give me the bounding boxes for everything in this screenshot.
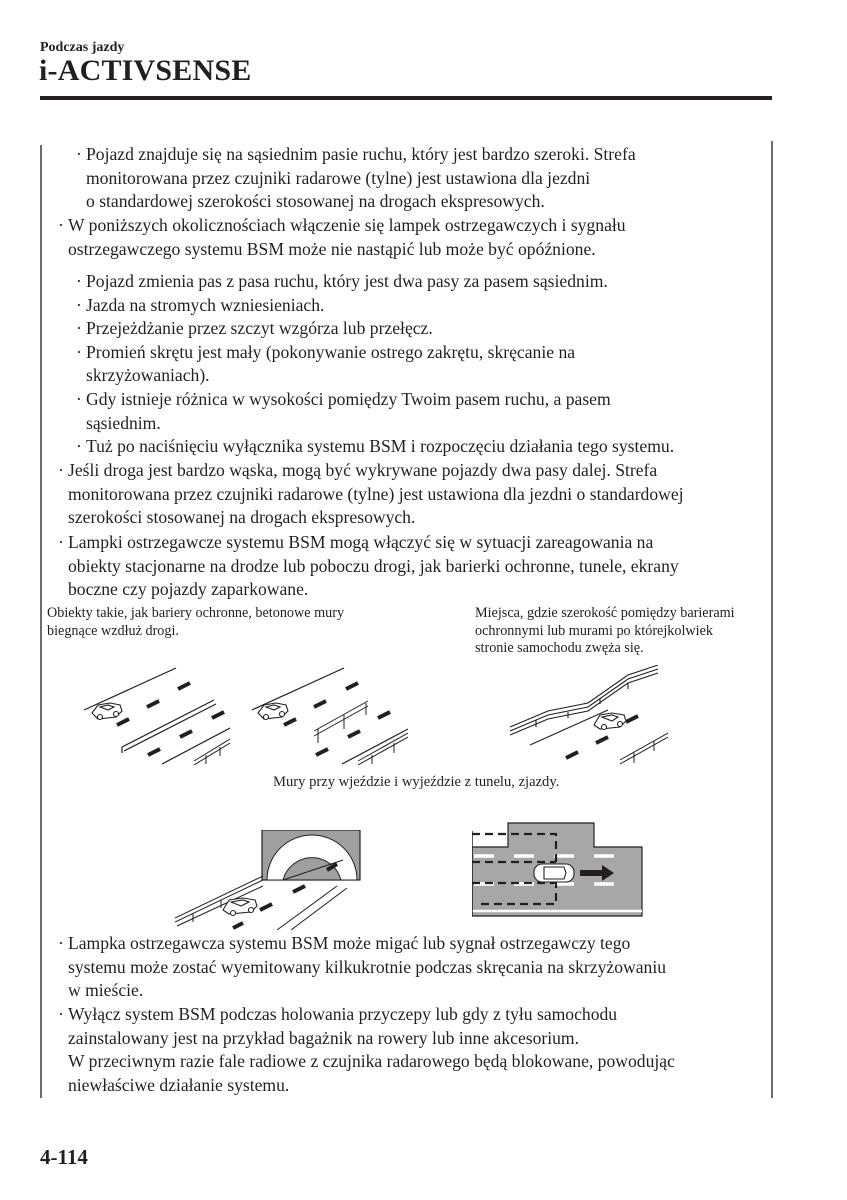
text-line: monitorowana przez czujniki radarowe (tylne) jest ustawiona dla jezdni	[86, 167, 591, 188]
figure-narrowing-illustration	[508, 665, 668, 765]
text-line: Tuż po naciśnięciu wyłącznika systemu BSM i rozpoczęciu działania tego systemu.	[86, 436, 675, 457]
text-line: W poniższych okolicznościach włączenie się lampek ostrzegawczych i sygnału	[68, 215, 626, 235]
right-margin-bar	[771, 141, 773, 1098]
text-line: niewłaściwe działanie systemu.	[68, 1074, 290, 1095]
caption-tunnel: Mury przy wjeździe i wyjeździe z tunelu, zjazdy.	[273, 774, 560, 790]
bullet-narrow-road	[58, 459, 684, 530]
bullet-dot: ·	[58, 1004, 64, 1024]
bullet-towing	[58, 1003, 675, 1097]
guardrail-icon	[194, 739, 230, 765]
text-line: Pojazd znajduje się na sąsiednim pasie ruchu, który jest bardzo szeroki. Strefa	[86, 144, 636, 164]
text-line: Jeśli droga jest bardzo wąska, mogą być wykrywane pojazdy dwa pasy dalej. Strefa	[68, 460, 658, 480]
text-line: ostrzegawczego systemu BSM może nie nastąpić lub może być opóźnione.	[68, 238, 596, 259]
guardrail-icon	[314, 701, 408, 765]
text-line: szerokości stosowanej na drogach ekspresowych.	[68, 507, 416, 528]
text-line: monitorowana przez czujniki radarowe (tylne) jest ustawiona dla jezdni o standardowej	[68, 483, 684, 504]
caption-line: Miejsca, gdzie szerokość pomiędzy barierami	[475, 605, 735, 621]
figure-tunnel-illustration	[175, 830, 375, 930]
guardrail-icon	[510, 665, 658, 745]
caption-line: stronie samochodu zwęża się.	[475, 640, 644, 656]
bullet-dot: ·	[58, 532, 64, 552]
caption-line: Obiekty takie, jak bariery ochronne, betonowe mury	[47, 605, 345, 621]
bullet-dot: ·	[58, 933, 64, 953]
text-line: Lampki ostrzegawcze systemu BSM mogą włączyć się w sytuacji zareagowania na	[68, 532, 654, 552]
bullet-dot: ·	[76, 388, 82, 409]
bullet-dot: ·	[76, 341, 82, 362]
page-title: i-ACTIVSENSE	[39, 54, 252, 87]
bullet-delayed-warning	[58, 214, 626, 261]
car-icon	[594, 713, 626, 730]
bullet-dot: ·	[58, 460, 64, 480]
sub-bullet-wide-lane	[76, 143, 636, 214]
title-rule	[40, 96, 772, 100]
bullet-dot: ·	[76, 436, 82, 457]
bullet-intersection-turning	[58, 932, 666, 1003]
sub-bullet-list	[76, 270, 675, 459]
text-line: Promień skrętu jest mały (pokonywanie ostrego zakrętu, skręcanie na	[86, 341, 576, 362]
text-line: W przeciwnym razie fale radiowe z czujnika radarowego będą blokowane, powodując	[68, 1051, 675, 1072]
car-icon	[92, 703, 122, 720]
text-line: zainstalowany jest na przykład bagażnik na rowery lub inne akcesorium.	[68, 1027, 580, 1048]
text-line: o standardowej szerokości stosowanej na drogach ekspresowych.	[86, 191, 545, 212]
text-line: Przejeżdżanie przez szczyt wzgórza lub przełęcz.	[86, 318, 433, 339]
bullet-dot: ·	[76, 294, 82, 315]
text-line: systemu może zostać wyemitowany kilkukrotnie podczas skręcania na skrzyżowaniu	[68, 956, 666, 977]
guardrail-icon	[175, 876, 347, 930]
text-line: Gdy istnieje różnica w wysokości pomiędzy Twoim pasem ruchu, a pasem	[86, 388, 611, 409]
text-line: skrzyżowaniach).	[86, 365, 210, 386]
bullet-dot: ·	[76, 144, 82, 164]
text-line: boczne czy pojazdy zaparkowane.	[68, 579, 309, 600]
figure-guardrails-illustration	[248, 665, 408, 765]
bullet-dot: ·	[76, 271, 82, 291]
figure-exit-ramp-illustration	[472, 820, 644, 920]
bullet-dot: ·	[76, 318, 82, 339]
text-line: Pojazd zmienia pas z pasa ruchu, który jest dwa pasy za pasem sąsiednim.	[86, 271, 608, 291]
caption-line: ochronnymi lub murami po którejkolwiek	[475, 622, 713, 639]
text-line: Lampka ostrzegawcza systemu BSM może migać lub sygnał ostrzegawczy tego	[68, 933, 631, 953]
text-line: Wyłącz system BSM podczas holowania przyczepy lub gdy z tyłu samochodu	[68, 1004, 618, 1024]
text-line: Jazda na stromych wzniesieniach.	[86, 294, 325, 315]
car-icon	[223, 898, 257, 916]
car-icon	[534, 864, 574, 882]
section-label: Podczas jazdy	[40, 40, 125, 55]
caption-narrowing	[475, 605, 735, 658]
bullet-dot: ·	[58, 215, 64, 235]
text-line: w mieście.	[68, 980, 144, 1001]
figure-concrete-wall-illustration	[80, 665, 230, 765]
text-line: sąsiednim.	[86, 412, 161, 433]
page-number: 4-114	[40, 1145, 88, 1169]
caption-line: biegnące wzdłuż drogi.	[47, 622, 179, 639]
left-margin-bar	[40, 145, 42, 1098]
bullet-stationary-objects	[58, 531, 679, 602]
caption-guardrails	[47, 605, 344, 640]
text-line: obiekty stacjonarne na drodze lub poboczu drogi, jak barierki ochronne, tunele, ekrany	[68, 555, 679, 576]
